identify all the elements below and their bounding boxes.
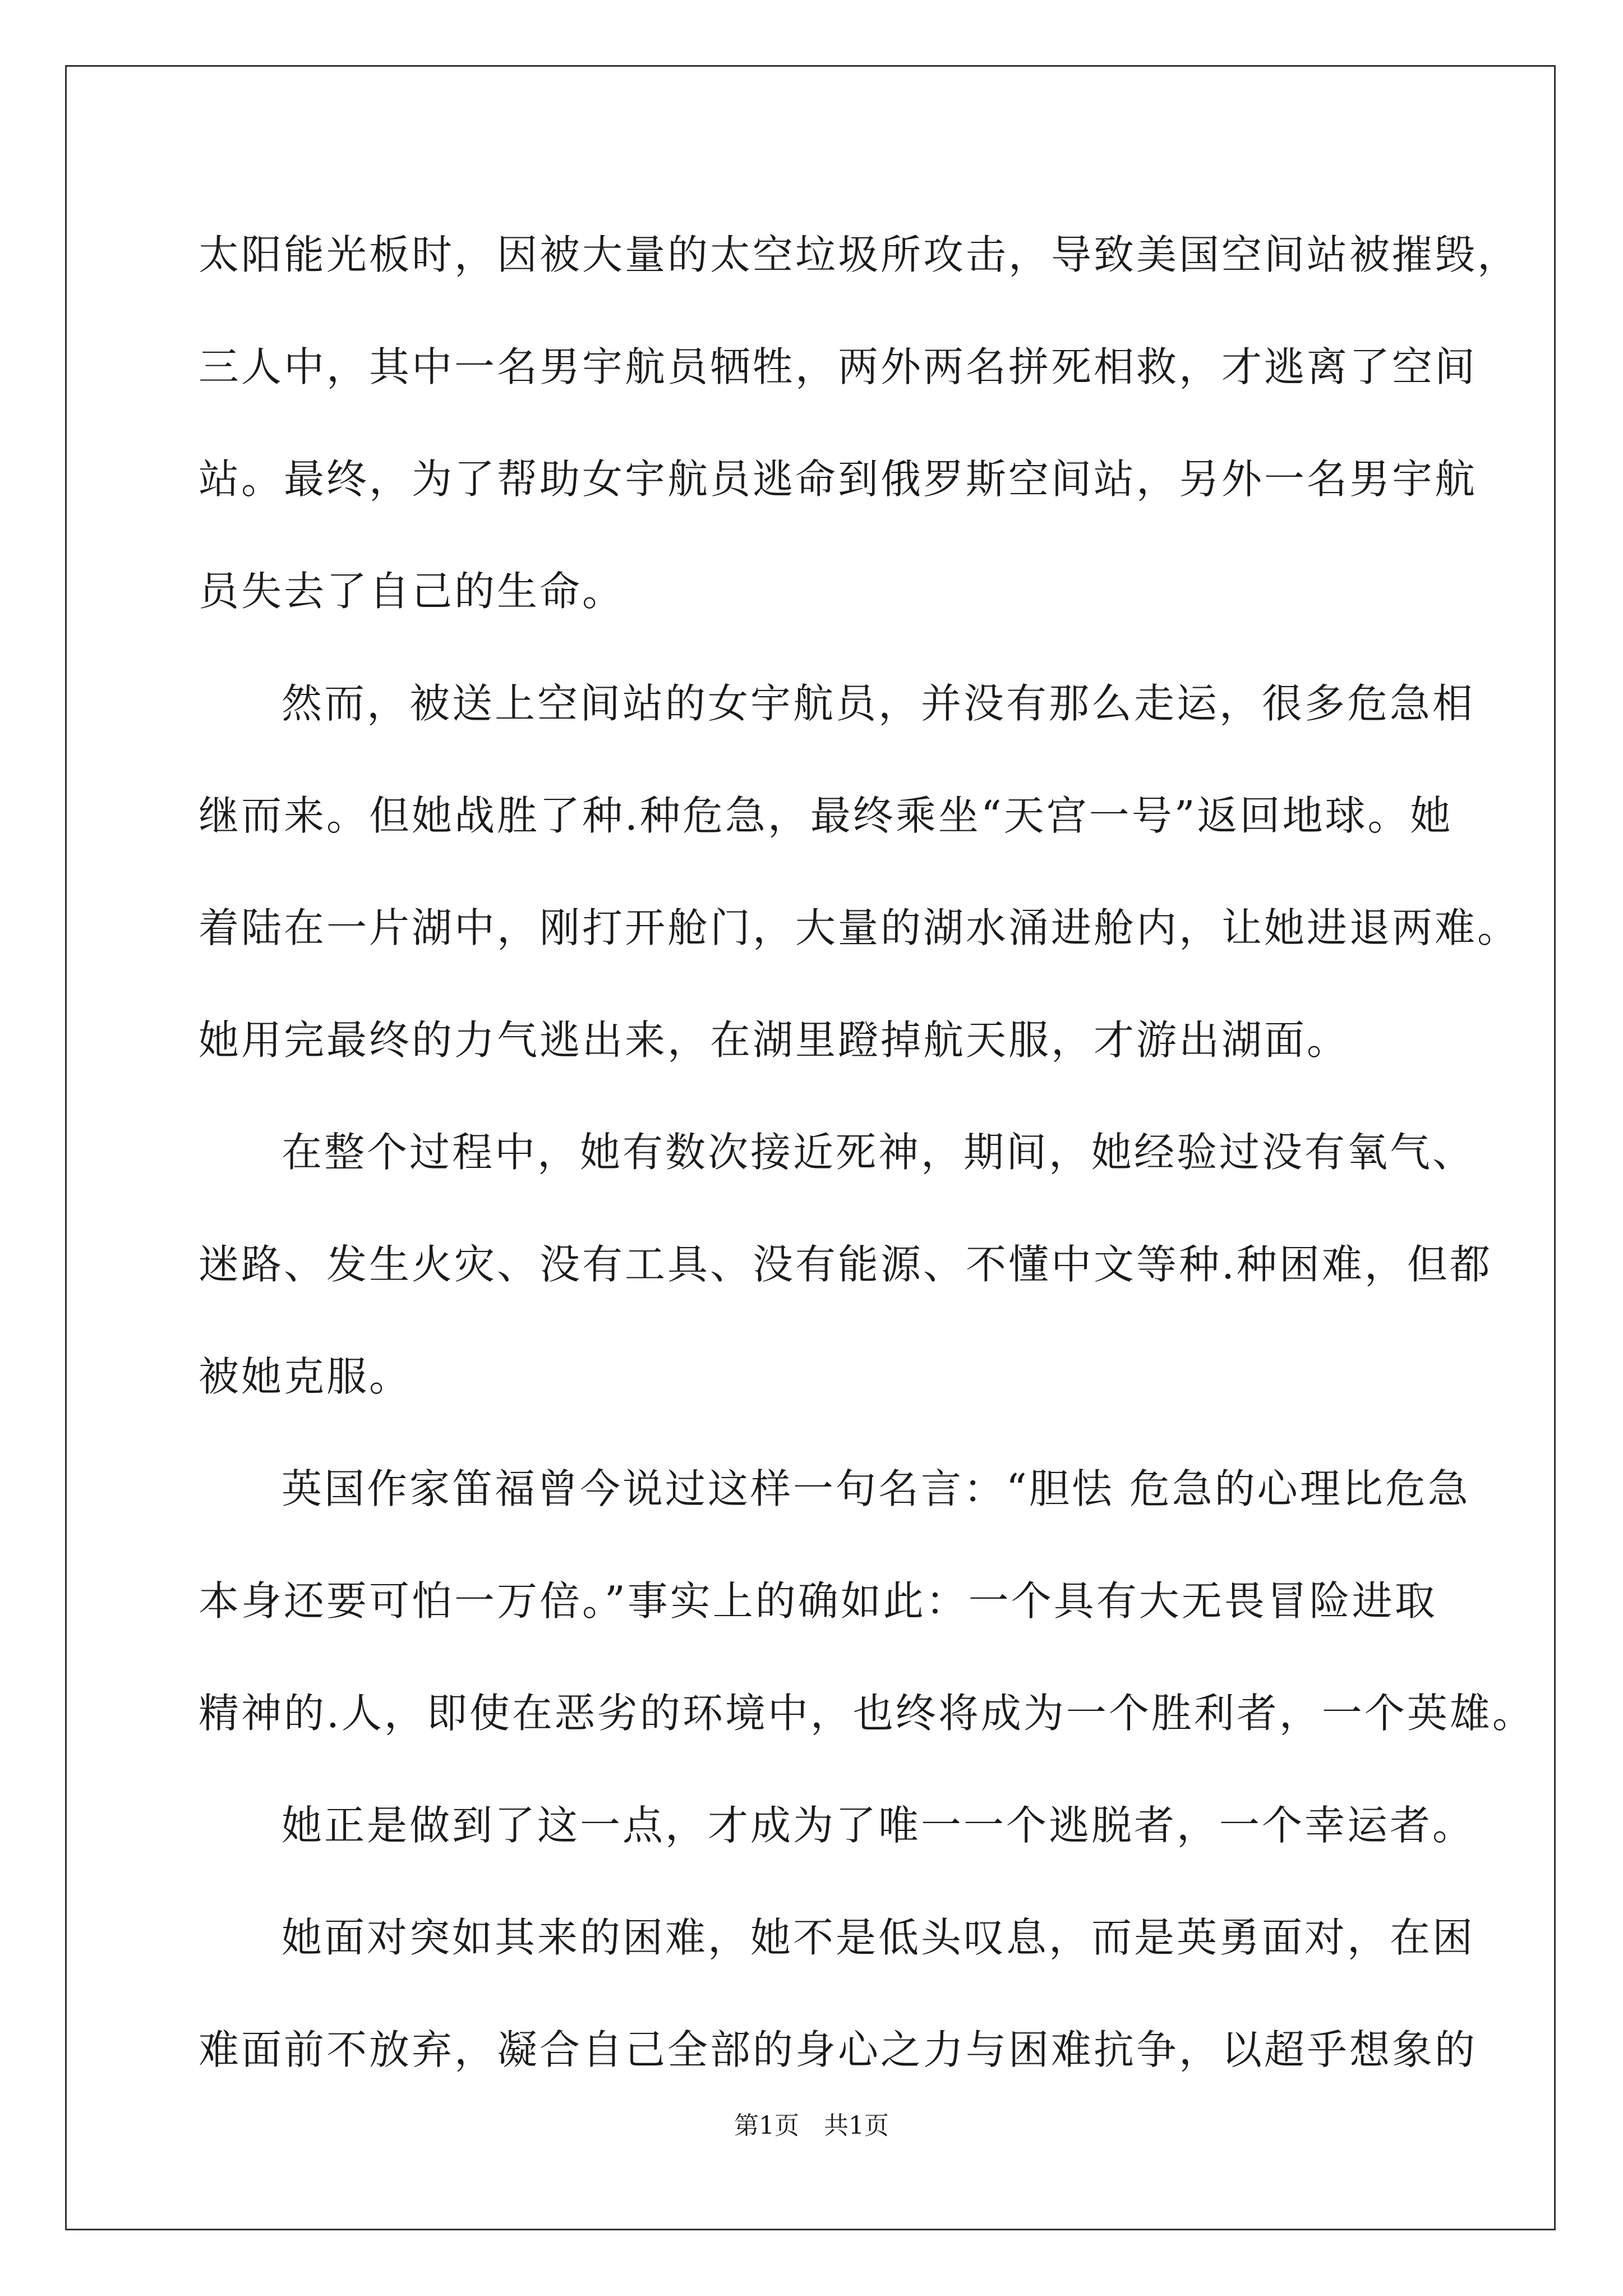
text-line-17: 难面前不放弃，凝合自己全部的身心之力与困难抗争，以超乎想象的 — [199, 2026, 1478, 2073]
text-line-9: 在整个过程中，她有数次接近死神，期间，她经验过没有氧气、 — [282, 1129, 1476, 1176]
page-number: 第1页 — [734, 2111, 799, 2140]
text-line-6: 继而来。但她战胜了种.种危急，最终乘坐“天宫一号”返回地球。她 — [199, 792, 1453, 839]
text-line-11: 被她克服。 — [199, 1353, 412, 1400]
text-line-3: 站。最终，为了帮助女宇航员逃命到俄罗斯空间站，另外一名男宇航 — [199, 455, 1478, 503]
page-total: 共1页 — [824, 2111, 889, 2140]
text-line-12: 英国作家笛福曾今说过这样一句名言：“胆怯 危急的心理比危急 — [282, 1465, 1470, 1512]
text-line-5: 然而，被送上空间站的女宇航员，并没有那么走运，很多危急相 — [282, 680, 1476, 727]
document-body — [199, 199, 1535, 2106]
text-line-2: 三人中，其中一名男宇航员牺牲，两外两名拼死相救，才逃离了空间 — [199, 343, 1478, 390]
text-line-10: 迷路、发生火灾、没有工具、没有能源、不懂中文等种.种困难，但都 — [199, 1241, 1492, 1288]
text-line-14: 精神的.人，即使在恶劣的环境中，也终将成为一个胜利者，一个英雄。 — [199, 1690, 1535, 1737]
text-line-8: 她用完最终的力气逃出来，在湖里蹬掉航天服，才游出湖面。 — [199, 1016, 1350, 1064]
text-line-13: 本身还要可怕一万倍。”事实上的确如此：一个具有大无畏冒险进取 — [199, 1577, 1437, 1625]
text-line-1: 太阳能光板时，因被大量的太空垃圾所攻击，导致美国空间站被摧毁， — [199, 231, 1520, 278]
page-footer — [0, 2109, 1623, 2143]
text-line-7: 着陆在一片湖中，刚打开舱门，大量的湖水涌进舱内，让她进退两难。 — [199, 904, 1520, 951]
text-line-15: 她正是做到了这一点，才成为了唯一一个逃脱者，一个幸运者。 — [282, 1802, 1476, 1849]
text-line-4: 员失去了自己的生命。 — [199, 568, 625, 615]
text-line-16: 她面对突如其来的困难，她不是低头叹息，而是英勇面对，在困 — [282, 1914, 1476, 1961]
